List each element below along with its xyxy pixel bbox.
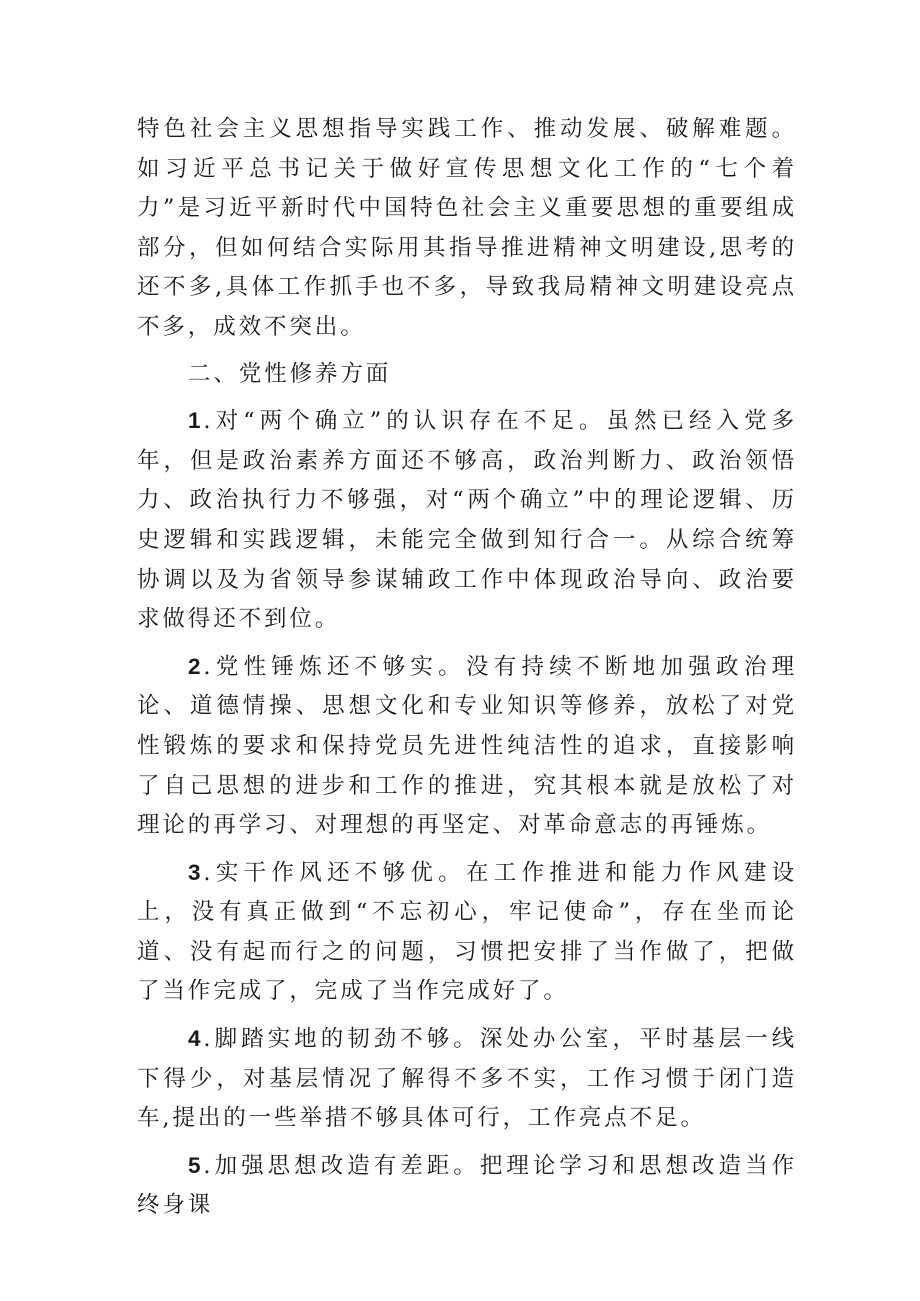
- list-number: 4: [188, 1026, 204, 1052]
- document-body: [137, 110, 797, 1226]
- list-item-1: [137, 401, 797, 640]
- list-item-text: .党性锤炼还不够实。没有持续不断地加强政治理论、道德情操、思想文化和专业知识等修养，放松了对党性锻炼的要求和保持党员先进性纯洁性的追求，直接影响了自己思想的进步和工作的推进，究其根本就是放松了对理论的再学习、对理想的再坚定、对革命意志的再锤炼。: [137, 653, 797, 839]
- list-item-text: .脚踏实地的韧劲不够。深处办公室，平时基层一线下得少，对基层情况了解得不多不实，工作习惯于闭门造车,提出的一些举措不够具体可行，工作亮点不足。: [137, 1026, 797, 1132]
- body-paragraph: 特色社会主义思想指导实践工作、推动发展、破解难题。如习近平总书记关于做好宣传思想文化工作的“七个着力”是习近平新时代中国特色社会主义重要思想的重要组成部分，但如何结合实际用其指导推进精神文明建设,思考的还不多,具体工作抓手也不多，导致我局精神文明建设亮点不多，成效不突出。: [137, 116, 797, 340]
- list-number: 2: [188, 653, 204, 679]
- list-number: 1: [188, 408, 204, 434]
- list-item-text: .实干作风还不够优。在工作推进和能力作风建设上，没有真正做到“不忘初心，牢记使命”，存在坐而论道、没有起而行之的问题，习惯把安排了当作做了，把做了当作完成了，完成了当作完成好了。: [137, 859, 797, 1005]
- list-item-text: .加强思想改造有差距。把理论学习和思想改造当作终身课: [137, 1152, 797, 1219]
- list-item-4: [137, 1019, 797, 1139]
- section-heading: 二、党性修养方面: [188, 360, 392, 387]
- list-item-3: [137, 853, 797, 1012]
- list-item-text: .对“两个确立”的认识存在不足。虽然已经入党多年，但是政治素养方面还不够高，政治判断力、政治领悟力、政治执行力不够强，对“两个确立”中的理论逻辑、历史逻辑和实践逻辑，未能完全做到知行合一。从综合统筹协调以及为省领导参谋辅政工作中体现政治导向、政治要求做得还不到位。: [137, 408, 797, 633]
- list-number: 3: [188, 859, 204, 885]
- list-number: 5: [188, 1152, 204, 1178]
- list-item-2: [137, 647, 797, 846]
- list-item-5: [137, 1146, 797, 1226]
